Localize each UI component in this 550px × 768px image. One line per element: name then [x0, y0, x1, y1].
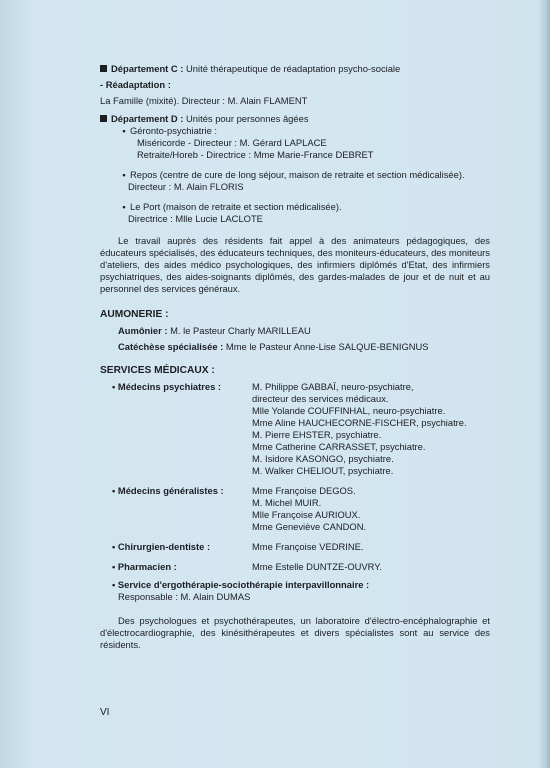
paragraph-specialists — [100, 615, 490, 651]
generalistes-row — [100, 485, 490, 533]
aumonier-row — [100, 325, 490, 337]
psychiatres-row — [100, 381, 490, 477]
repos-line: Directeur : M. Alain FLORIS — [128, 181, 244, 192]
ergo-responsable: Responsable : M. Alain DUMAS — [118, 591, 251, 602]
catechese-label: Catéchèse spécialisée : — [118, 341, 224, 352]
bullet-icon: • — [112, 561, 118, 572]
list-item: Mme Catherine CARRASSET, psychiatre. — [252, 441, 426, 452]
bullet-icon: • — [112, 541, 118, 552]
dept-d-heading — [100, 113, 490, 125]
list-item: directeur des services médicaux. — [252, 393, 389, 404]
services-heading: SERVICES MÉDICAUX : — [100, 365, 215, 376]
page-edge — [538, 0, 550, 768]
bullet-icon: • — [122, 201, 126, 212]
dentiste-label-cell — [112, 541, 252, 553]
aumonerie-heading: AUMONERIE : — [100, 309, 169, 320]
ergo-label: Service d'ergothérapie-sociothérapie interpavillonnaire : — [117, 579, 370, 590]
generalistes-list — [252, 485, 490, 533]
pharmacien-value: Mme Estelle DUNTZE-OUVRY. — [252, 561, 382, 572]
port-line: Directrice : Mlle Lucie LACLOTE — [128, 213, 263, 224]
list-item: Mme Françoise DEGOS. — [252, 485, 356, 496]
pharmacien-label: Pharmacien : — [117, 561, 177, 572]
generalistes-label: Médecins généralistes : — [117, 485, 224, 496]
dentiste-value: Mme Françoise VEDRINE. — [252, 541, 364, 552]
list-item: M. Philippe GABBAÏ, neuro-psychiatre, — [252, 381, 414, 392]
list-item: M. Michel MUIR. — [252, 497, 322, 508]
list-item: Mlle Françoise AURIOUX. — [252, 509, 361, 520]
repos-title-row — [100, 169, 490, 181]
paragraph-staff-text: Le travail auprès des résidents fait appel à des animateurs pédagogiques, des éducateurs spécialisés, des éducateurs techniques, des moniteurs-éducateurs, des moniteurs d'ateliers, des aides médico psychologiques, des infirmiers diplômés d'Etat, des infirmiers psychiatriques, des aides-soignants diplômés, des gardes-malades de jour et de nuit et au personnel des services généraux. — [100, 235, 490, 294]
bullet-icon: • — [112, 485, 118, 496]
bullet-icon: • — [112, 579, 118, 590]
dept-c-desc: Unité thérapeutique de réadaptation psycho-sociale — [183, 63, 401, 74]
list-item: M. Pierre EHSTER, psychiatre. — [252, 429, 382, 440]
bullet-icon: • — [112, 381, 118, 392]
pharmacien-row — [100, 561, 490, 573]
paragraph-specialists-text: Des psychologues et psychothérapeutes, un laboratoire d'électro-encéphalographie et d'électrocardiographie, des kinésithérapeutes et divers spécialistes sont au service des résidents. — [100, 615, 490, 650]
aumonier-value: M. le Pasteur Charly MARILLEAU — [167, 325, 311, 336]
bullet-icon: • — [122, 125, 126, 136]
bullet-icon: • — [122, 169, 126, 180]
generalistes-label-cell — [112, 485, 252, 533]
port-title: Le Port (maison de retraite et section médicalisée). — [130, 201, 342, 212]
repos-title: Repos (centre de cure de long séjour, maison de retraite et section médicalisée). — [130, 169, 465, 180]
square-bullet-icon — [100, 65, 107, 72]
catechese-row — [100, 341, 490, 353]
geronto-line-1: Miséricorde - Directeur : M. Gérard LAPLACE — [137, 137, 327, 148]
dept-c-title: Département C : — [111, 63, 184, 74]
list-item: M. Isidore KASONGO, psychiatre. — [252, 453, 394, 464]
paragraph-staff — [100, 235, 490, 295]
geronto-line-2: Retraite/Horeb - Directrice : Mme Marie-France DEBRET — [137, 149, 374, 160]
psychiatres-label-cell — [112, 381, 252, 477]
dentiste-row — [100, 541, 490, 553]
dept-c-heading — [100, 63, 490, 75]
page-number: VI — [100, 707, 110, 718]
list-item: M. Walker CHELIOUT, psychiatre. — [252, 465, 394, 476]
aumonier-label: Aumônier : — [118, 325, 168, 336]
geronto-title: Géronto-psychiatrie : — [130, 125, 218, 136]
dept-d-desc: Unités pour personnes âgées — [183, 113, 309, 124]
readaptation-line: La Famille (mixité). Directeur : M. Alain FLAMENT — [100, 95, 308, 106]
pharmacien-label-cell — [112, 561, 252, 573]
geronto-title-row — [100, 125, 490, 137]
square-bullet-icon — [100, 115, 107, 122]
dept-d-title: Département D : — [111, 113, 184, 124]
list-item: Mme Geneviève CANDON. — [252, 521, 367, 532]
catechese-value: Mme le Pasteur Anne-Lise SALQUE-BENIGNUS — [223, 341, 429, 352]
psychiatres-list — [252, 381, 490, 477]
port-title-row — [100, 201, 490, 213]
list-item: Mlle Yolande COUFFINHAL, neuro-psychiatre. — [252, 405, 446, 416]
psychiatres-label: Médecins psychiatres : — [117, 381, 222, 392]
document-body — [100, 63, 490, 651]
dentiste-label: Chirurgien-dentiste : — [117, 541, 211, 552]
readaptation-title: - Réadaptation : — [100, 79, 171, 90]
ergo-row — [100, 579, 490, 591]
list-item: Mme Aline HAUCHECORNE-FISCHER, psychiatre. — [252, 417, 467, 428]
